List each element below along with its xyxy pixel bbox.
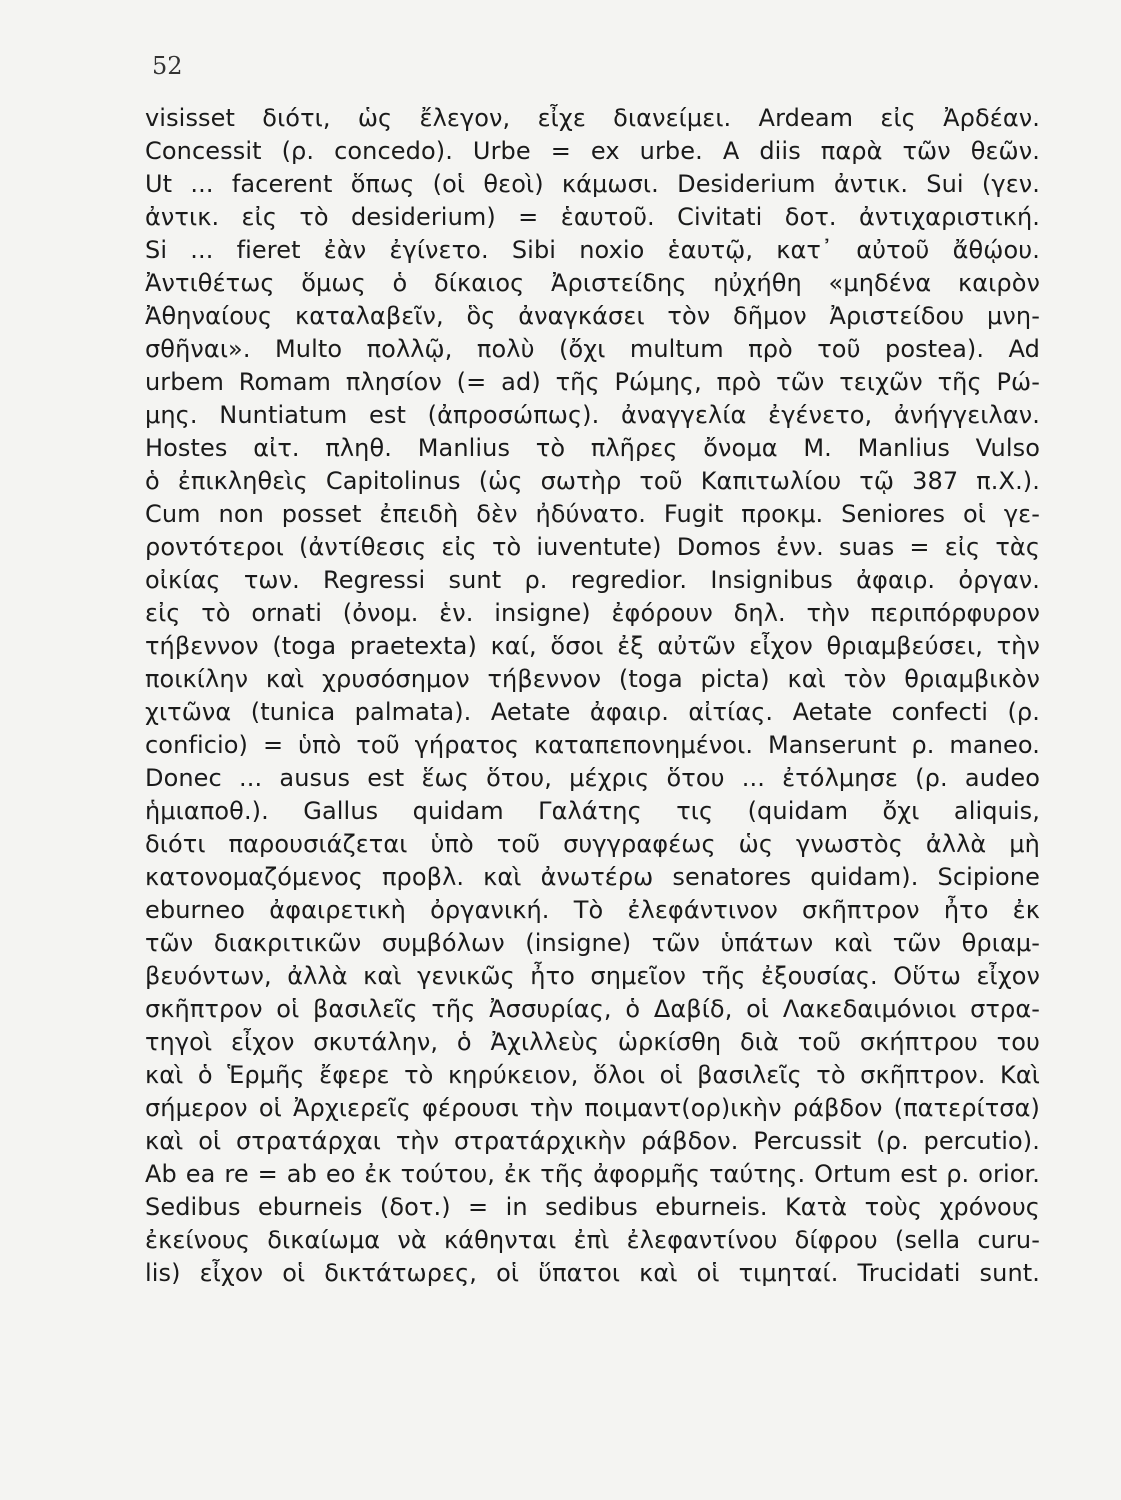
text-line: urbem Romam πλησίον (= ad) τῆς Ρώμης, πρὸ τῶν τειχῶν τῆς Ρώ- [145,368,1040,396]
text-line: visisset διότι, ὡς ἔλεγον, εἶχε διανείμει. Ardeam εἰς Ἀρδέαν. [145,104,1040,132]
text-line: Ut ... facerent ὅπως (οἱ θεοὶ) κάμωσι. Desiderium ἀντικ. Sui (γεν. [145,170,1040,198]
page-number: 52 [152,52,183,80]
text-line: καὶ ὁ Ἑρμῆς ἔφερε τὸ κηρύκειον, ὅλοι οἱ βασιλεῖς τὸ σκῆπτρον. Καὶ [145,1061,1040,1089]
text-line: τηγοὶ εἶχον σκυτάλην, ὁ Ἀχιλλεὺς ὡρκίσθη διὰ τοῦ σκήπτρου του [145,1028,1040,1056]
text-line: τῶν διακριτικῶν συμβόλων (insigne) τῶν ὑπάτων καὶ τῶν θριαμ- [145,929,1040,957]
text-line: Cum non posset ἐπειδὴ δὲν ἠδύνατο. Fugit προκμ. Seniores οἱ γε- [145,500,1040,528]
text-line: conficio) = ὑπὸ τοῦ γήρατος καταπεπονημένοι. Manserunt ρ. maneo. [145,731,1040,759]
text-line: Hostes αἰτ. πληθ. Manlius τὸ πλῆρες ὄνομα M. Manlius Vulso [145,434,1040,462]
text-line: σθῆναι». Multo πολλῷ, πολὺ (ὄχι multum πρὸ τοῦ postea). Ad [145,335,1040,363]
text-line: καὶ οἱ στρατάρχαι τὴν στρατάρχικὴν ράβδον. Percussit (ρ. percutio). [145,1127,1040,1155]
text-line: μης. Nuntiatum est (ἀπροσώπως). ἀναγγελία ἐγένετο, ἀνήγγειλαν. [145,401,1040,429]
text-line: ροντότεροι (ἀντίθεσις εἰς τὸ iuventute) Domos ἐνν. suas = εἰς τὰς [145,533,1040,561]
text-line: ποικίλην καὶ χρυσόσημον τήβεννον (toga picta) καὶ τὸν θριαμβικὸν [145,665,1040,693]
text-line: χιτῶνα (tunica palmata). Aetate ἀφαιρ. αἰτίας. Aetate confecti (ρ. [145,698,1040,726]
commentary-text [145,102,1040,1290]
text-line: Ab ea re = ab eo ἐκ τούτου, ἐκ τῆς ἀφορμῆς ταύτης. Ortum est ρ. orior. [145,1160,1040,1188]
text-line: Sedibus eburneis (δοτ.) = in sedibus eburneis. Κατὰ τοὺς χρόνους [145,1193,1040,1221]
text-line: Ἀντιθέτως ὅμως ὁ δίκαιος Ἀριστείδης ηὐχήθη «μηδένα καιρὸν [145,269,1040,297]
text-line: Donec ... ausus est ἕως ὅτου, μέχρις ὅτου ... ἐτόλμησε (ρ. audeo [145,764,1040,792]
text-line: eburneo ἀφαιρετικὴ ὀργανική. Τὸ ἐλεφάντινον σκῆπτρον ἦτο ἐκ [145,896,1040,924]
text-line: ἐκείνους δικαίωμα νὰ κάθηνται ἐπὶ ἐλεφαντίνου δίφρου (sella curu- [145,1226,1040,1254]
text-line: Ἀθηναίους καταλαβεῖν, ὃς ἀναγκάσει τὸν δῆμον Ἀριστείδου μνη- [145,302,1040,330]
text-line: διότι παρουσιάζεται ὑπὸ τοῦ συγγραφέως ὡς γνωστὸς ἀλλὰ μὴ [145,830,1040,858]
text-line: σκῆπτρον οἱ βασιλεῖς τῆς Ἀσσυρίας, ὁ Δαβίδ, οἱ Λακεδαιμόνιοι στρα- [145,995,1040,1023]
text-line: εἰς τὸ ornati (ὀνομ. ἑν. insigne) ἐφόρουν δηλ. τὴν περιπόρφυρον [145,599,1040,627]
text-line: σήμερον οἱ Ἀρχιερεῖς φέρουσι τὴν ποιμαντ(ορ)ικὴν ράβδον (πατερίτσα) [145,1094,1040,1122]
text-line: ἀντικ. εἰς τὸ desiderium) = ἑαυτοῦ. Civitati δοτ. ἀντιχαριστική. [145,203,1040,231]
text-line: βευόντων, ἀλλὰ καὶ γενικῶς ἦτο σημεῖον τῆς ἐξουσίας. Οὕτω εἶχον [145,962,1040,990]
text-line: ἡμιαποθ.). Gallus quidam Γαλάτης τις (quidam ὄχι aliquis, [145,797,1040,825]
text-line: Si ... fieret ἐὰν ἐγίνετο. Sibi noxio ἑαυτῷ, κατ᾽ αὐτοῦ ἄθῴου. [145,236,1040,264]
text-line: τήβεννον (toga praetexta) καί, ὅσοι ἐξ αὐτῶν εἶχον θριαμβεύσει, τὴν [145,632,1040,660]
text-line: lis) εἶχον οἱ δικτάτωρες, οἱ ὕπατοι καὶ οἱ τιμηταί. Trucidati sunt. [145,1259,1040,1287]
text-line: κατονομαζόμενος προβλ. καὶ ἀνωτέρω senatores quidam). Scipione [145,863,1040,891]
text-line: οἰκίας των. Regressi sunt ρ. regredior. Insignibus ἀφαιρ. ὀργαν. [145,566,1040,594]
text-line: Concessit (ρ. concedo). Urbe = ex urbe. A diis παρὰ τῶν θεῶν. [145,137,1040,165]
text-line: ὁ ἐπικληθεὶς Capitolinus (ὡς σωτὴρ τοῦ Καπιτωλίου τῷ 387 π.Χ.). [145,467,1040,495]
